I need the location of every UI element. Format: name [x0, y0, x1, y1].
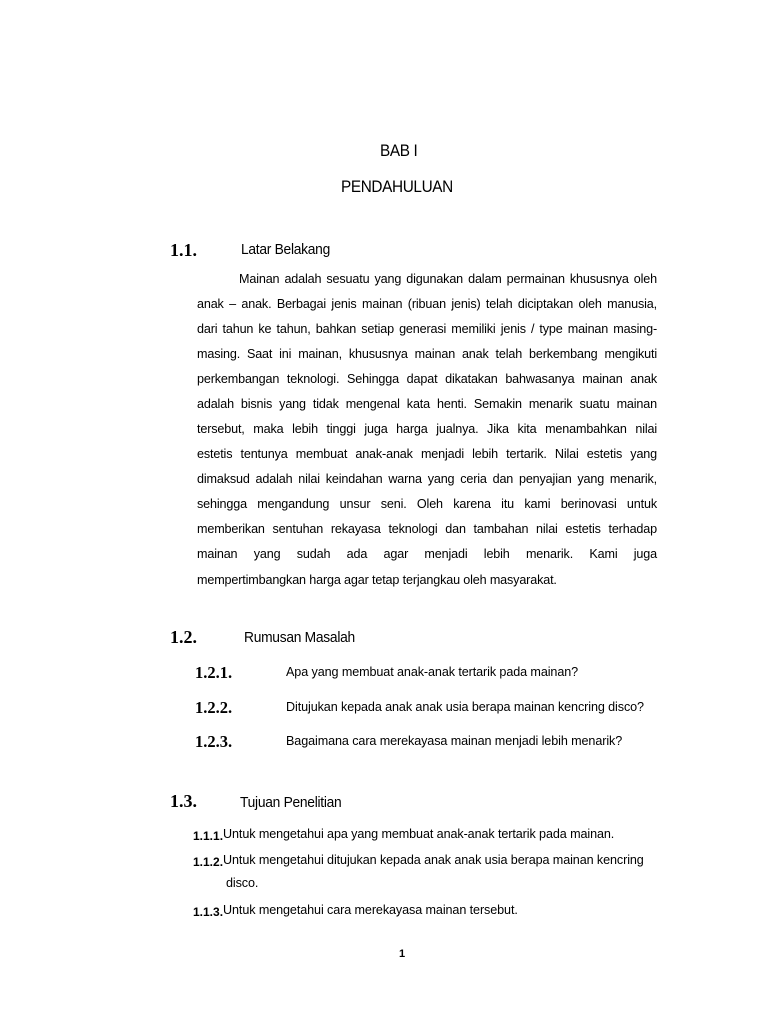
- list-item-number: 1.1.2.: [193, 855, 224, 869]
- paragraph-line: estetis tentunya membuat anak-anak menjadi lebih tertarik. Nilai estetis yang: [197, 447, 657, 461]
- paragraph-line: memberikan sentuhan rekayasa teknologi dan tambahan nilai estetis terhadap: [197, 522, 657, 536]
- list-item-text: Bagaimana cara merekayasa mainan menjadi lebih menarik?: [286, 734, 623, 748]
- list-item-text: Untuk mengetahui apa yang membuat anak-anak tertarik pada mainan.: [223, 827, 615, 841]
- list-item: [193, 901, 518, 919]
- page-number: 1: [399, 948, 406, 960]
- chapter-title: PENDAHULUAN: [341, 178, 453, 196]
- list-item-number: 1.2.3.: [195, 732, 233, 751]
- section-number: 1.1.: [170, 240, 197, 260]
- section-heading: Rumusan Masalah: [244, 629, 355, 646]
- paragraph-line: mempertimbangkan harga agar tetap terjangkau oleh masyarakat.: [197, 573, 557, 587]
- section-heading: Tujuan Penelitian: [240, 794, 342, 811]
- list-item: [193, 851, 644, 869]
- paragraph-line: tersebut, maka lebih tinggi juga harga jualnya. Jika kita menambahkan nilai: [197, 422, 657, 436]
- paragraph-line: sehingga mengandung unsur seni. Oleh karena itu kami berinovasi untuk: [197, 497, 657, 511]
- paragraph-line: anak – anak. Berbagai jenis mainan (ribuan jenis) telah diciptakan oleh manusia,: [197, 297, 657, 311]
- list-item: [193, 825, 614, 843]
- section-heading: Latar Belakang: [241, 241, 330, 258]
- paragraph-line: dimaksud adalah nilai keindahan warna yang ceria dan penyajian yang menarik,: [197, 472, 657, 486]
- paragraph-line: masing. Saat ini mainan, khususnya mainan anak telah berkembang mengikuti: [197, 347, 657, 361]
- list-item-number: 1.1.3.: [193, 905, 224, 919]
- paragraph-line: mainan yang sudah ada agar menjadi lebih menarik. Kami juga: [197, 547, 657, 561]
- list-item-text: Apa yang membuat anak-anak tertarik pada mainan?: [286, 665, 579, 679]
- section-number: 1.3.: [170, 791, 197, 811]
- list-item-text: Ditujukan kepada anak anak usia berapa mainan kencring disco?: [286, 700, 644, 714]
- list-item-number: 1.2.2.: [195, 698, 233, 717]
- section-number: 1.2.: [170, 627, 197, 647]
- paragraph-line: Mainan adalah sesuatu yang digunakan dalam permainan khususnya oleh: [239, 272, 657, 286]
- list-item-number: 1.1.1.: [193, 829, 224, 843]
- list-item-continuation: disco.: [226, 876, 259, 890]
- list-item-text: Untuk mengetahui cara merekayasa mainan tersebut.: [223, 903, 518, 917]
- paragraph-line: dari tahun ke tahun, bahkan setiap generasi memiliki jenis / type mainan masing-: [197, 322, 657, 336]
- list-item-number: 1.2.1.: [195, 663, 233, 682]
- paragraph-line: adalah bisnis yang tidak mengenal kata henti. Semakin menarik suatu mainan: [197, 397, 657, 411]
- list-item-text: Untuk mengetahui ditujukan kepada anak anak usia berapa mainan kencring: [223, 853, 644, 867]
- chapter-label: BAB I: [380, 142, 418, 160]
- paragraph-line: perkembangan teknologi. Sehingga dapat dikatakan bahwasanya mainan anak: [197, 372, 657, 386]
